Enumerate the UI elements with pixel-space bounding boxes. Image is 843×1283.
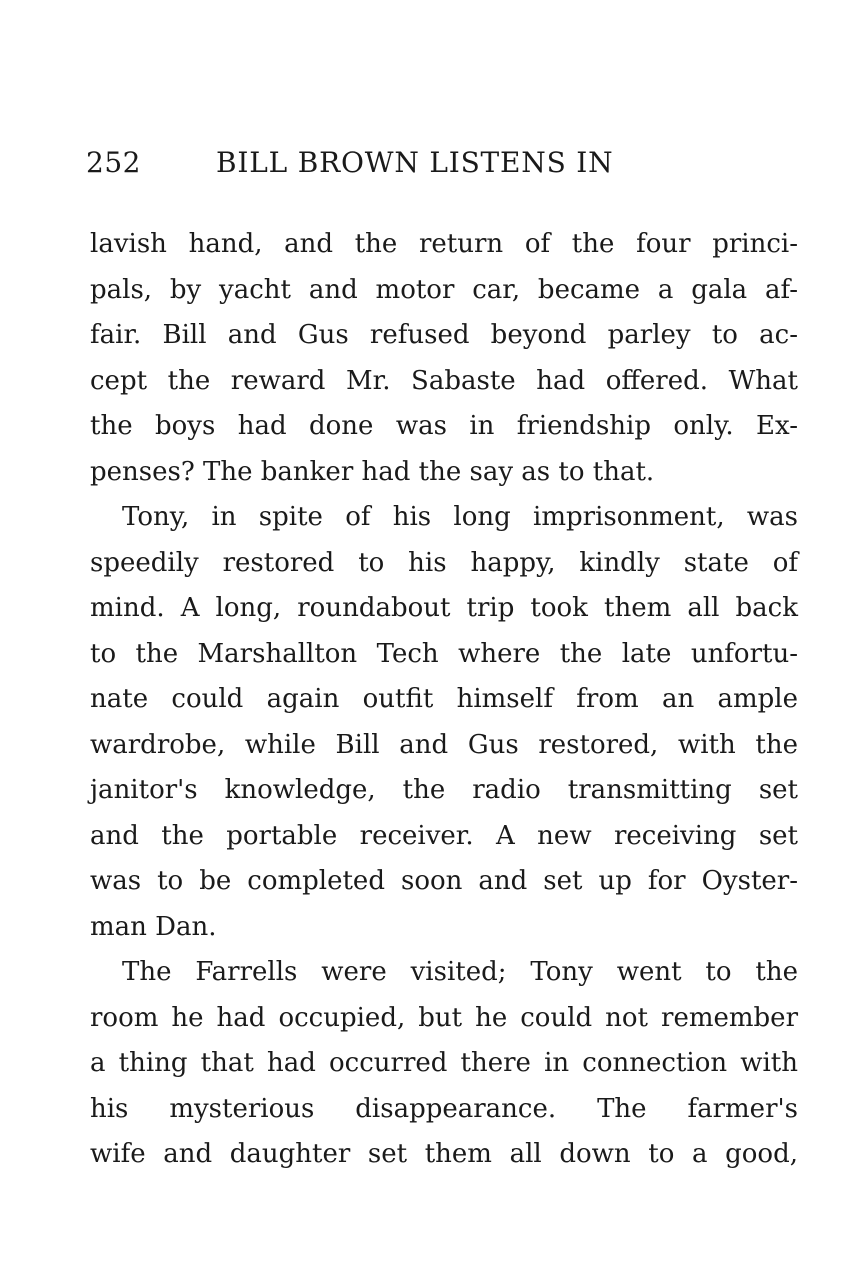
text-line: nate could again outfit himself from an ample xyxy=(90,684,798,714)
text-line: The Farrells were visited; Tony went to the xyxy=(122,957,798,987)
text-line: pals, by yacht and motor car, became a gala af- xyxy=(90,274,798,305)
text-line: the boys had done was in friendship only. Ex- xyxy=(90,411,798,441)
text-line: man Dan. xyxy=(90,911,217,942)
text-line: lavish hand, and the return of the four princi- xyxy=(90,229,798,259)
text-line: cept the reward Mr. Sabaste had offered. What xyxy=(90,365,798,396)
text-line: was to be completed soon and set up for Oyster- xyxy=(90,866,798,896)
text-line: wardrobe, while Bill and Gus restored, with the xyxy=(90,729,798,760)
text-line: penses? The banker had the say as to that. xyxy=(90,456,655,487)
text-line: speedily restored to his happy, kindly state of xyxy=(90,547,798,578)
paragraph-2 xyxy=(90,495,798,950)
text-line: to the Marshallton Tech where the late unfortu- xyxy=(90,638,798,669)
body-text xyxy=(90,222,798,1178)
text-line: a thing that had occurred there in connection with xyxy=(90,1048,798,1078)
page-number: 252 xyxy=(86,146,141,179)
text-line: janitor's knowledge, the radio transmitting set xyxy=(90,775,798,805)
paragraph-1 xyxy=(90,222,798,495)
paragraph-3 xyxy=(90,950,798,1178)
text-line: his mysterious disappearance. The farmer's xyxy=(90,1093,798,1124)
running-title: BILL BROWN LISTENS IN xyxy=(216,146,614,179)
page-header xyxy=(86,146,786,186)
text-line: Tony, in spite of his long imprisonment, was xyxy=(122,502,798,532)
text-line: fair. Bill and Gus refused beyond parley to ac- xyxy=(90,320,798,350)
text-line: room he had occupied, but he could not remember xyxy=(90,1002,798,1033)
text-line: wife and daughter set them all down to a good, xyxy=(90,1139,798,1169)
text-line: and the portable receiver. A new receiving set xyxy=(90,820,798,851)
text-line: mind. A long, roundabout trip took them all back xyxy=(90,593,798,623)
